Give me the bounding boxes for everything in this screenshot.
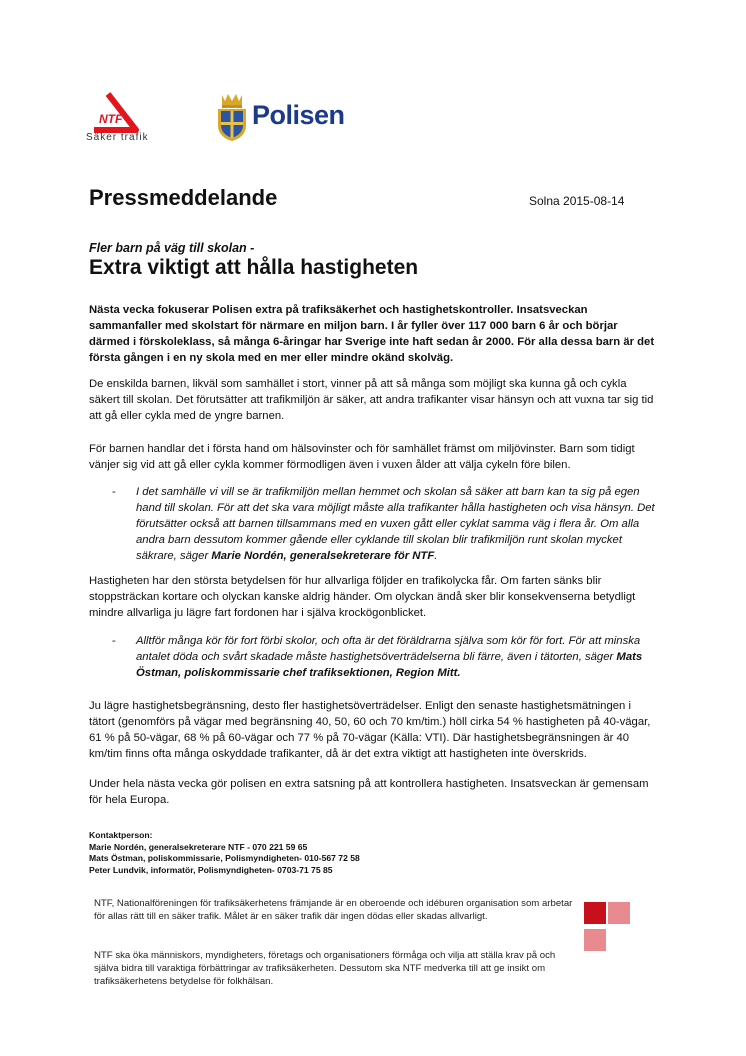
body-paragraph-4 [89, 698, 659, 762]
ntf-mark: NTF [99, 112, 123, 126]
contact-line: Mats Östman, poliskommissarie, Polismyndigheten- 010-567 72 58 [89, 853, 360, 863]
footer-mission: NTF ska öka människors, myndigheters, företags och organisationers förmåga och vilja att ställa krav på och själva bidra till varaktiga förbättringar av trafiksäkerheten. Dessutom ska NTF medverka till att ge insikt om trafiksäkerhetens betydelse för folkhälsan. [94, 950, 556, 987]
paragraph-text: Ju lägre hastighetsbegränsning, desto fler hastighetsöverträdelser. Enligt den senaste hastighetsmätningen i tätort (genomförs på vägar med begränsning 40, 50, 60 och 70 km/tim.) höll cirka 54 % hastigheten på 40-vägar, 61 % på 50-vägar, 68 % på 60-vägar och 77 % på 70-vägar (Källa: VTI). Där hastighetsbegränsningen är 40 km/tim finns ofta många oskyddade trafikanter, då är det extra viktigt att hastigheten inte överskrids. [89, 700, 651, 760]
police-crest-icon [214, 91, 250, 143]
quote-dash: - [112, 635, 116, 647]
body-paragraph-1 [89, 376, 659, 424]
paragraph-text: De enskilda barnen, likväl som samhället i stort, vinner på att så många som möjligt ska kunna gå och cykla säkert till skolan. Det förutsätter att trafikmiljön är säker, att andra trafikanter visar hänsyn och att vuxna tar sig tid att gå eller cykla med de yngre barnen. [89, 378, 654, 422]
polisen-logo [214, 91, 354, 143]
quote-dash: - [112, 486, 116, 498]
body-paragraph-2 [89, 441, 659, 473]
lead-paragraph [89, 302, 659, 366]
square-light [584, 929, 606, 951]
quote-speaker: Marie Nordén, generalsekreterare för NTF [211, 550, 435, 562]
square-dark [584, 902, 606, 924]
contact-block [89, 830, 360, 876]
square-light [608, 902, 630, 924]
quote-end: . [434, 550, 438, 562]
paragraph-text: Hastigheten har den största betydelsen för hur allvarliga följder en trafikolycka får. Om farten sänks blir stoppsträckan kortare och olyckan kanske aldrig händer. Om olyckan ändå sker blir konsekvenserna betydligt mindre allvarliga ju lägre fart fordonen har i själva krockögonblicket. [89, 575, 636, 619]
contact-line: Peter Lundvik, informatör, Polismyndigheten- 0703-71 75 85 [89, 864, 333, 875]
quote-speaker: Mats Östman, poliskommissarie chef trafiksektionen, Region Mitt. [136, 651, 643, 679]
quote-text [136, 484, 660, 564]
press-date: Solna 2015-08-14 [529, 194, 625, 208]
footer-squares-logo [584, 902, 632, 954]
quote-2 [112, 633, 660, 681]
contact-label: Kontaktperson: [89, 830, 153, 840]
paragraph-text: För barnen handlar det i första hand om hälsovinster och för samhället främst om miljövinster. Barn som tidigt vänjer sig vid att gå eller cykla kommer förmodligen även i vuxen ålder att välja cykeln före bilen. [89, 443, 635, 471]
quote-body: Alltför många kör för fort förbi skolor, och ofta är det föräldrarna själva som kör för fort. För att minska antalet döda och svårt skadade måste hastighetsöverträdelserna bli färre, även i tätorten, säger [136, 635, 641, 663]
lead-text: Nästa vecka fokuserar Polisen extra på trafiksäkerhet och hastighetskontroller. Insatsveckan sammanfaller med skolstart för närmare en miljon barn. I år fyller över 117 000 barn 6 år och börjar därmed i förskoleklass, så många 6-åringar har Sverige inte haft sedan år 2000. För alla dessa barn är det första gången i en ny skola med en mer eller mindre okänd skolväg. [89, 304, 655, 364]
paragraph-text: Under hela nästa vecka gör polisen en extra satsning på att kontrollera hastigheten. Insatsveckan är gemensam för hela Europa. [89, 778, 649, 806]
quote-text [136, 633, 660, 681]
article-kicker: Fler barn på väg till skolan - [89, 241, 255, 255]
body-paragraph-5 [89, 776, 659, 808]
quote-body: I det samhälle vi vill se är trafikmiljön mellan hemmet och skolan så säker att barn kan ta sig på egen hand till skolan. För att det ska vara möjligt måste alla trafikanter hålla hastigheten och visa hänsyn. Det förutsätter också att barnen tillsammans med en vuxen gått eller cyklat samma väg i flera år. Om alla andra barn dessutom kommer gående eller cyklande till skolan blir trafikmiljön runt skolan mycket säkrare, säger [136, 486, 655, 562]
polisen-wordmark: Polisen [252, 100, 345, 130]
ntf-triangle-icon [86, 90, 156, 136]
body-paragraph-3 [89, 573, 659, 621]
ntf-subtitle: Säker trafik [86, 132, 149, 143]
page-heading: Pressmeddelande [89, 185, 278, 210]
contact-line: Marie Nordén, generalsekreterare NTF - 070 221 59 65 [89, 841, 308, 852]
footer-about: NTF, Nationalföreningen för trafiksäkerhetens främjande är en oberoende och idéburen organisation som arbetar för allas rätt till en säker trafik. Målet är en säker trafik där ingen dödas eller skadas allvarligt. [94, 898, 573, 922]
article-title: Extra viktigt att hålla hastigheten [89, 256, 419, 279]
quote-1 [112, 484, 660, 564]
